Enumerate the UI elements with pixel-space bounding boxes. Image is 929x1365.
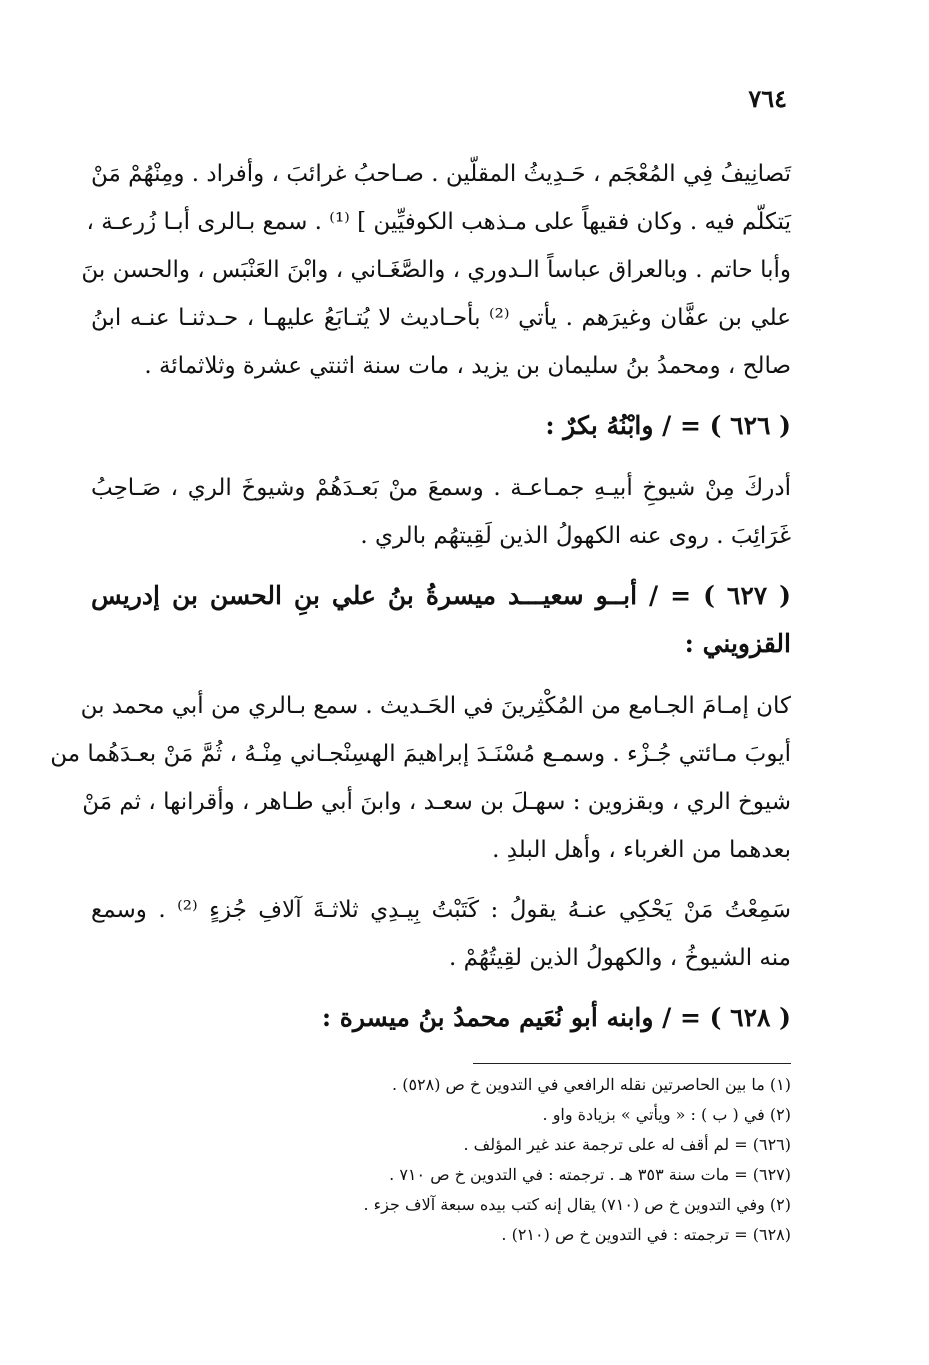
- entry-heading-627: [91, 572, 791, 668]
- text-line: منه الشيوخُ ، والكهولُ الذين لقِيتُهُمْ .: [449, 945, 791, 971]
- text-line: صالح ، ومحمدُ بنُ سليمان بن يزيد ، مات سنة اثنتي عشرة وثلاثمائة .: [144, 353, 791, 379]
- paragraph-entry-627-continued: [91, 886, 791, 982]
- text-line: كان إمـامَ الجـامع من المُكْثِرينَ في الحَـديث . سمع بـالري من أبي محمد بن: [80, 693, 791, 719]
- footnotes: [91, 1070, 791, 1250]
- text-line: بعدهما من الغرباء ، وأهل البلدِ .: [492, 837, 791, 863]
- footnote: (٢) وفي التدوين خ ص (٧١٠) يقال إنه كتب بيده سبعة آلاف جزء .: [363, 1195, 791, 1214]
- heading-line: ( ٦٢٧ ) = / أبــو سعيـــد ميسرةُ بنُ علي بنِ الحسن بن إدريس: [91, 581, 791, 610]
- entry-heading-628: [91, 994, 791, 1042]
- footnote: (٦٢٦) = لم أقف له على ترجمة عند غير المؤلف .: [463, 1135, 791, 1154]
- footnote: (٦٢٧) = مات سنة ٣٥٣ هـ . ترجمته : في التدوين خ ص ٧١٠ .: [389, 1165, 791, 1184]
- footnote-divider: [473, 1063, 791, 1064]
- text-line: علي بن عفَّان وغيرَهم . يأتي ⁽²⁾ بأحـاديث لا يُتـابَعُ عليهـا ، حـدثنـا عنـه ابنُ: [91, 305, 791, 331]
- text-line: أيوبَ مـائتي جُـزْء . وسمـع مُسْنَـدَ إبراهيمَ الهسِنْجـاني مِنْـهُ ، ثُمَّ مَنْ بعـدَهُما من: [50, 741, 791, 767]
- heading-line: ( ٦٢٦ ) = / وابْنُهُ بكرٌ :: [545, 411, 791, 440]
- paragraph-entry-627: [50, 682, 791, 874]
- paragraph-continuation: [81, 150, 791, 390]
- page-number: ٧٦٤: [748, 84, 787, 113]
- heading-line: القزويني :: [684, 629, 791, 658]
- text-line: أدركَ مِنْ شيوخِ أبيـهِ جمـاعـة . وسمعَ منْ بَعـدَهُمْ وشيوخَ الري ، صَـاحِبُ: [91, 475, 791, 501]
- footnote: (١) ما بين الحاصرتين نقله الرافعي في التدوين خ ص (٥٢٨) .: [392, 1075, 791, 1094]
- text-line: شيوخ الري ، وبقزوين : سهـلَ بن سعـد ، وابنَ أبي طـاهر ، وأقرانها ، ثم مَنْ: [82, 789, 791, 815]
- main-text: [50, 150, 792, 1056]
- entry-heading-626: [91, 402, 791, 450]
- paragraph-entry-626: [91, 464, 791, 560]
- footnote: (٦٢٨) = ترجمته : في التدوين خ ص (٢١٠) .: [501, 1225, 791, 1244]
- heading-line: ( ٦٢٨ ) = / وابنه أبو نُعَيم محمدُ بنُ ميسرة :: [321, 1003, 791, 1032]
- footnote: (٢) في ( ب ) : « ويأتي » بزيادة واو .: [542, 1105, 791, 1124]
- text-line: غَرَائِبَ . روى عنه الكهولُ الذين لَقِيتهُم بالري .: [360, 523, 791, 549]
- text-line: سَمِعْتُ مَنْ يَحْكِي عنـهُ يقولُ : كَتَبْتُ بِيـدِي ثلاثـةَ آلافِ جُزءٍ ⁽²⁾ . وسمع: [91, 897, 792, 923]
- text-line: تَصانِيفُ فِي المُعْجَم ، حَـدِيثُ المقلّين . صـاحبُ غرائبَ ، وأفراد . ومِنْهُمْ مَنْ: [91, 161, 791, 187]
- text-line: يَتكلّم فيه . وكان فقيهاً على مـذهب الكوفيِّين ] ⁽¹⁾ . سمع بـالرى أبـا زُرعـة ،: [86, 209, 791, 235]
- text-line: وأبا حاتم . وبالعراق عباساً الـدوري ، والصَّغَـاني ، وابْنَ العَنْبَس ، والحسن بنَ: [81, 257, 791, 283]
